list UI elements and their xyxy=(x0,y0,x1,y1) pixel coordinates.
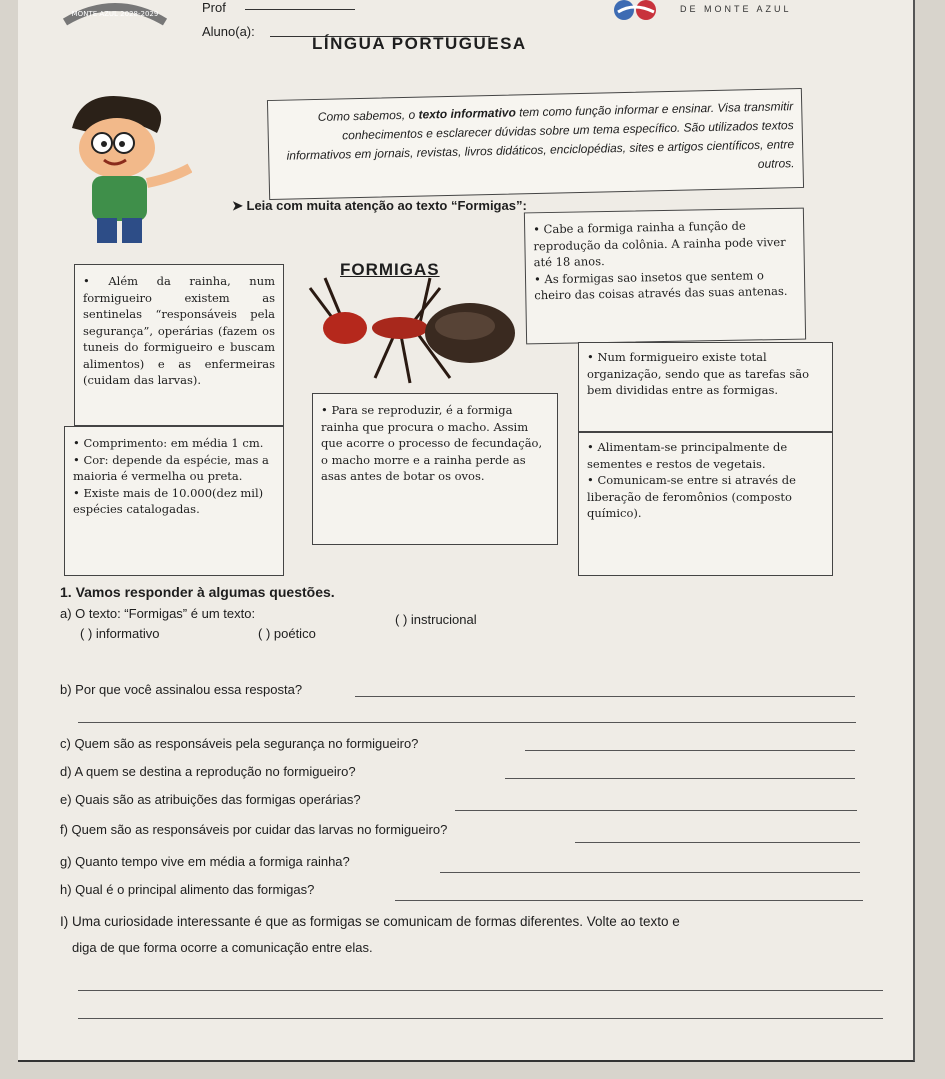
answer-line-f[interactable] xyxy=(575,842,860,843)
answer-line-b2[interactable] xyxy=(78,722,856,723)
food-communication-panel: • Alimentam-se principalmente de sementes e restos de vegetais. • Comunicam-se entre si através de liberação de feromônios (composto químico). xyxy=(578,432,833,576)
answer-line-g[interactable] xyxy=(440,872,860,873)
answer-line-b1[interactable] xyxy=(355,696,855,697)
answer-line-d[interactable] xyxy=(505,778,855,779)
subject-title: LÍNGUA PORTUGUESA xyxy=(312,34,527,53)
professor-line xyxy=(245,9,355,10)
answer-line-e[interactable] xyxy=(455,810,857,811)
intro-text-part2: tem como função informar e ensinar. Visa transmitir conhecimentos e esclarecer dúvidas sobre um tema específico. São utilizados textos informativos em jornais, revistas, livros didáticos, enciclopédias, sites e artigos científicos, entre outros. xyxy=(286,99,795,171)
question-b: b) Por que você assinalou essa resposta? xyxy=(60,682,303,697)
question-g: g) Quanto tempo vive em média a formiga rainha? xyxy=(60,854,350,869)
ant-illustration xyxy=(300,268,530,398)
reading-instruction: ➤ Leia com muita atenção ao texto “Formigas”: xyxy=(232,198,527,213)
question-d: d) A quem se destina a reprodução no formigueiro? xyxy=(60,764,356,779)
question-e: e) Quais são as atribuições das formigas operárias? xyxy=(60,792,361,807)
option-instrucional[interactable]: ( ) instrucional xyxy=(395,612,477,627)
queen-antennae-panel: • Cabe a formiga rainha a função de reprodução da colônia. A rainha pode viver até 18 anos. • As formigas sao insetos que sentem o cheiro das coisas através das suas antenas. xyxy=(524,208,806,345)
cartoon-boy-illustration xyxy=(62,88,192,248)
ants-text-title: FORMIGAS xyxy=(340,260,440,279)
answer-line-c[interactable] xyxy=(525,750,855,751)
option-informativo[interactable]: ( ) informativo xyxy=(80,626,160,641)
answer-line-i2[interactable] xyxy=(78,1018,883,1019)
organization-panel: • Num formigueiro existe total organização, sendo que as tarefas são bem divididas entre as formigas. xyxy=(578,342,833,432)
brand-text: DE MONTE AZUL xyxy=(680,4,792,14)
ant-facts-panel: • Comprimento: em média 1 cm. • Cor: depende da espécie, mas a maioria é vermelha ou preta. • Existe mais de 10.000(dez mil) espécies catalogadas. xyxy=(64,426,284,576)
questions-title: 1. Vamos responder à algumas questões. xyxy=(60,584,335,600)
intro-text-part1: Como sabemos, o xyxy=(317,107,419,124)
answer-line-h[interactable] xyxy=(395,900,863,901)
question-i-continuation: diga de que forma ocorre a comunicação entre elas. xyxy=(72,940,373,955)
student-label: Aluno(a): xyxy=(202,24,255,39)
answer-line-i1[interactable] xyxy=(78,990,883,991)
question-i: I) Uma curiosidade interessante é que as formigas se comunicam de formas diferentes. Volte ao texto e xyxy=(60,914,680,929)
question-h: h) Qual é o principal alimento das formigas? xyxy=(60,882,315,897)
brand-logo-icon xyxy=(610,0,662,22)
question-f: f) Quem são as responsáveis por cuidar das larvas no formigueiro? xyxy=(60,822,448,837)
question-c: c) Quem são as responsáveis pela segurança no formigueiro? xyxy=(60,736,419,751)
logo-text: MONTE AZUL 2028-2029 xyxy=(71,10,159,18)
professor-label: Prof xyxy=(202,0,226,15)
school-logo xyxy=(60,0,170,26)
informative-text-definition xyxy=(267,88,804,200)
reproduction-panel: • Para se reproduzir, é a formiga rainha que procura o macho. Assim que acorre o processo de fecundação, o macho morre e a rainha perde as asas antes de botar os ovos. xyxy=(312,393,558,545)
question-a: a) O texto: “Formigas” é um texto: xyxy=(60,606,256,621)
option-poetico[interactable]: ( ) poético xyxy=(258,626,316,641)
ant-roles-panel: • Além da rainha, num formigueiro existem as sentinelas “responsáveis pela segurança”, operárias (fazem os tuneis do formigueiro e buscam alimentos) e as enfermeiras (cuidam das larvas). xyxy=(74,264,284,426)
intro-text-bold: texto informativo xyxy=(418,105,516,122)
